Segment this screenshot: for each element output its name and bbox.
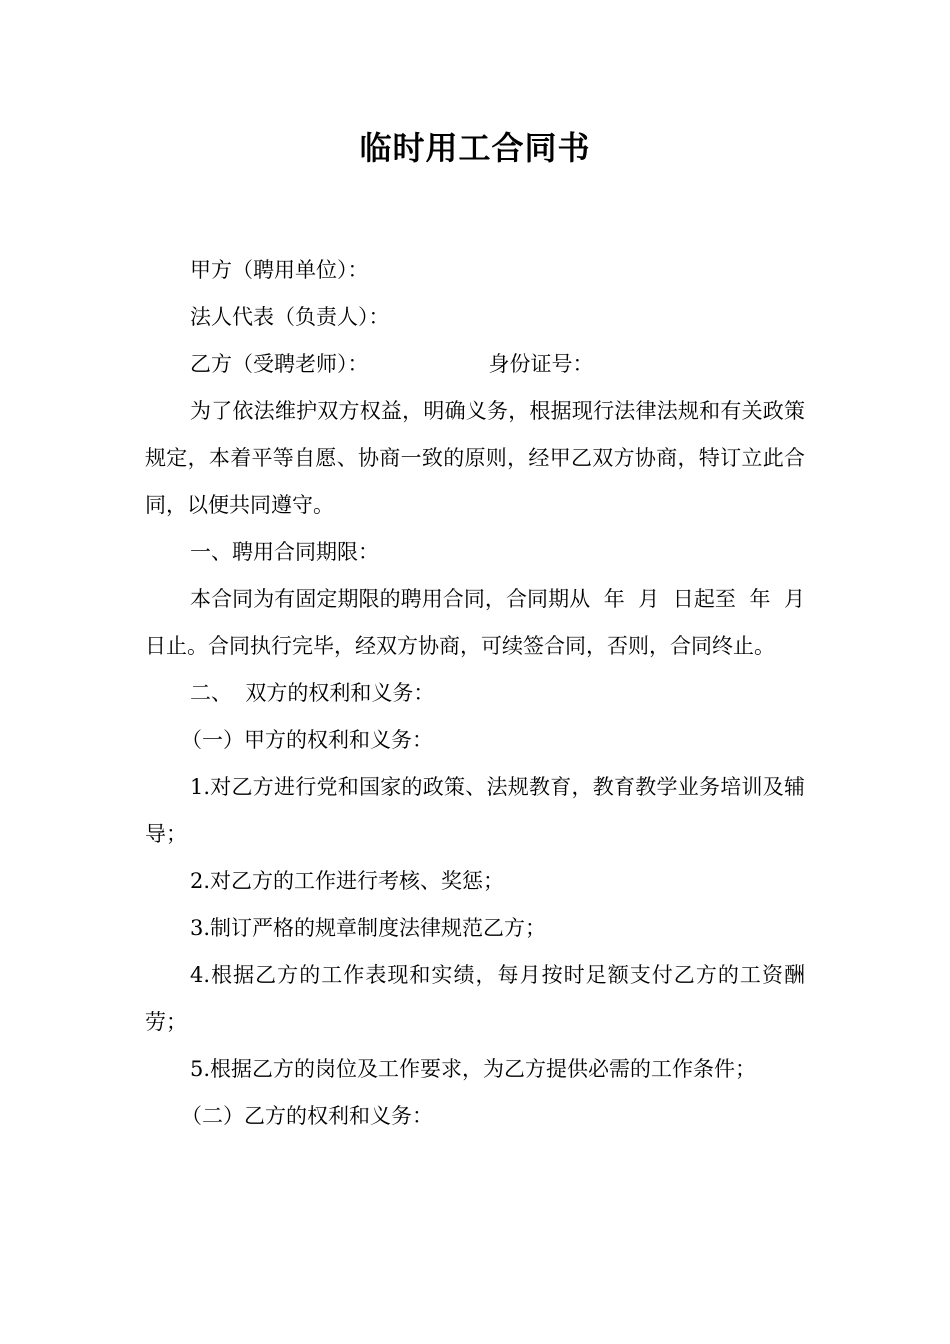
legal-rep-line: 法人代表（负责人）：	[190, 305, 390, 329]
item-a-4: 4.根据乙方的工作表现和实绩，每月按时足额支付乙方的工资酬劳；	[145, 963, 805, 1034]
document-body	[145, 247, 819, 1140]
section1-heading: 一、聘用合同期限：	[190, 540, 379, 564]
preamble-paragraph: 为了依法维护双方权益，明确义务，根据现行法律法规和有关政策规定，本着平等自愿、协商一致的原则，经甲乙双方协商，特订立此合同，以便共同遵守。	[145, 399, 805, 517]
party-b-line	[145, 341, 805, 388]
subsection-a-heading: （一）甲方的权利和义务：	[181, 728, 433, 752]
section1-paragraph: 本合同为有固定期限的聘用合同，合同期从 年 月 日起至 年 月 日止。合同执行完毕，经双方协商，可续签合同，否则，合同终止。	[145, 587, 819, 658]
section2-heading: 二、 双方的权利和义务：	[190, 681, 435, 705]
subsection-b-heading: （二）乙方的权利和义务：	[181, 1104, 433, 1128]
item-a-5: 5.根据乙方的岗位及工作要求，为乙方提供必需的工作条件；	[190, 1057, 757, 1081]
item-a-2: 2.对乙方的工作进行考核、奖惩；	[190, 869, 505, 893]
id-number-label: 身份证号：	[488, 352, 594, 376]
document-title: 临时用工合同书	[359, 129, 591, 167]
party-a-line: 甲方（聘用单位）：	[190, 258, 369, 282]
item-a-1: 1.对乙方进行党和国家的政策、法规教育，教育教学业务培训及辅导；	[145, 775, 805, 846]
party-b-label: 乙方（受聘老师）：	[190, 352, 369, 376]
item-a-3: 3.制订严格的规章制度法律规范乙方；	[190, 916, 547, 940]
